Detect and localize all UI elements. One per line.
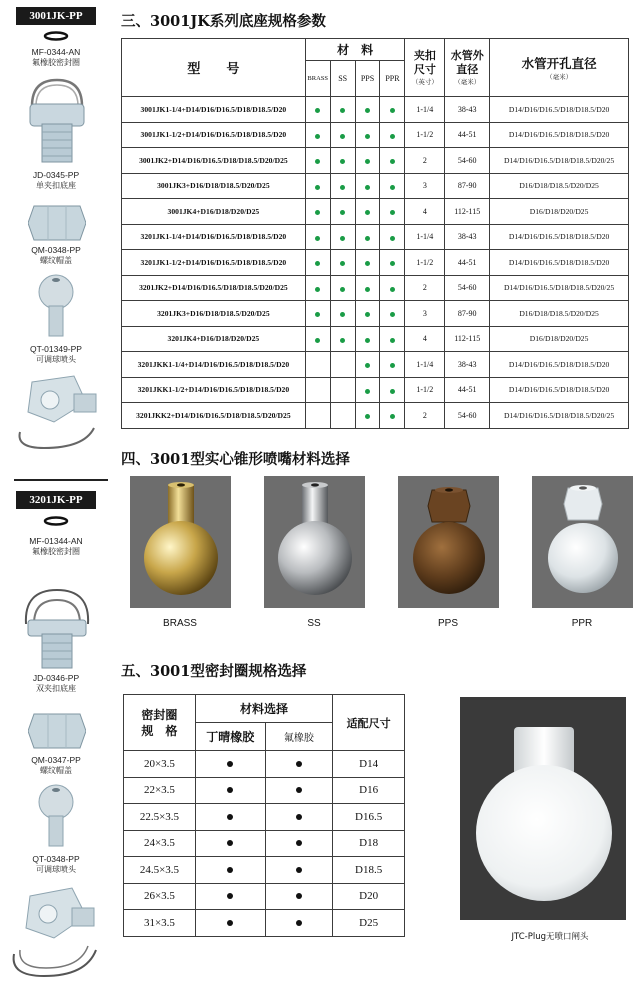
cell-clamp-size: 4 bbox=[405, 326, 445, 352]
available-dot-icon bbox=[365, 287, 370, 292]
available-dot-icon bbox=[365, 363, 370, 368]
cell-clamp-size: 2 bbox=[405, 148, 445, 174]
available-dot-icon bbox=[296, 761, 302, 767]
part-code: QM-0347-PP bbox=[31, 755, 81, 765]
cell-pipe-od: 44-51 bbox=[445, 377, 490, 403]
cell-model: 3201JK2+D14/D16/D16.5/D18/D18.5/D20/D25 bbox=[122, 275, 306, 301]
available-dot-icon bbox=[315, 108, 320, 113]
table-row bbox=[122, 275, 629, 301]
table-row bbox=[124, 910, 405, 937]
available-dot-icon bbox=[365, 414, 370, 419]
cell-material bbox=[355, 148, 380, 174]
cell-material bbox=[355, 301, 380, 327]
table-row bbox=[122, 224, 629, 250]
cell-clamp-size: 1-1/2 bbox=[405, 377, 445, 403]
cell-fkm bbox=[265, 751, 333, 778]
part-desc: 可调球喷头 bbox=[36, 865, 76, 874]
available-dot-icon bbox=[227, 787, 233, 793]
header-material-choice: 材料选择 bbox=[195, 695, 332, 723]
part-code: JD-0346-PP bbox=[32, 673, 80, 683]
available-dot-icon bbox=[296, 787, 302, 793]
cell-material bbox=[305, 275, 330, 301]
cell-material bbox=[380, 301, 405, 327]
cell-material bbox=[380, 352, 405, 378]
cell-model: 3201JKK2+D14/D16/D16.5/D18/D18.5/D20/D25 bbox=[122, 403, 306, 429]
available-dot-icon bbox=[227, 867, 233, 873]
available-dot-icon bbox=[296, 920, 302, 926]
table-row bbox=[122, 173, 629, 199]
cell-pipe-od: 112-115 bbox=[445, 326, 490, 352]
cell-model: 3201JK1-1/2+D14/D16/D16.5/D18/D18.5/D20 bbox=[122, 250, 306, 276]
cell-hole-dia: D16/D18/D18.5/D20/D25 bbox=[490, 173, 629, 199]
cell-clamp-size: 1-1/4 bbox=[405, 97, 445, 123]
part-code: MF-01344-AN bbox=[29, 536, 83, 546]
cell-model: 3001JK3+D16/D18/D18.5/D20/D25 bbox=[122, 173, 306, 199]
table-row bbox=[124, 751, 405, 778]
cell-pipe-od: 38-43 bbox=[445, 224, 490, 250]
cell-material bbox=[330, 199, 355, 225]
available-dot-icon bbox=[365, 312, 370, 317]
available-dot-icon bbox=[390, 338, 395, 343]
available-dot-icon bbox=[227, 893, 233, 899]
base-spec-table bbox=[121, 38, 629, 429]
part-code: QM-0348-PP bbox=[31, 245, 81, 255]
jtc-plug-photo bbox=[460, 697, 626, 920]
cell-material bbox=[355, 326, 380, 352]
cell-material bbox=[330, 326, 355, 352]
cell-material bbox=[330, 250, 355, 276]
cell-material bbox=[305, 352, 330, 378]
cell-seal-spec: 20×3.5 bbox=[124, 751, 196, 778]
cell-material bbox=[330, 403, 355, 429]
cell-material bbox=[380, 326, 405, 352]
cell-fit-size: D18.5 bbox=[333, 857, 405, 884]
header-nbr: 丁晴橡胶 bbox=[195, 723, 265, 751]
cell-material bbox=[380, 173, 405, 199]
header-hole-dia: 水管开孔直径 （毫米） bbox=[490, 39, 629, 97]
available-dot-icon bbox=[340, 134, 345, 139]
material-label-ss: SS bbox=[307, 618, 321, 629]
table-row bbox=[122, 352, 629, 378]
cell-pipe-od: 38-43 bbox=[445, 352, 490, 378]
cell-fit-size: D18 bbox=[333, 830, 405, 857]
ball-nozzle-icon bbox=[34, 782, 78, 850]
plug-caption: JTC-Plug无喷口闸头 bbox=[511, 932, 589, 942]
cell-seal-spec: 26×3.5 bbox=[124, 883, 196, 910]
table-row bbox=[124, 777, 405, 804]
assembly-icon bbox=[10, 884, 102, 980]
cell-seal-spec: 24×3.5 bbox=[124, 830, 196, 857]
cell-material bbox=[305, 224, 330, 250]
cell-nbr bbox=[195, 910, 265, 937]
threaded-cap-icon bbox=[28, 712, 86, 750]
available-dot-icon bbox=[315, 236, 320, 241]
available-dot-icon bbox=[315, 312, 320, 317]
cell-fit-size: D16 bbox=[333, 777, 405, 804]
available-dot-icon bbox=[296, 867, 302, 873]
ppr-nozzle-photo bbox=[532, 476, 633, 608]
available-dot-icon bbox=[390, 159, 395, 164]
cell-fit-size: D25 bbox=[333, 910, 405, 937]
cell-nbr bbox=[195, 883, 265, 910]
cell-model: 3201JK4+D16/D18/D20/D25 bbox=[122, 326, 306, 352]
cell-hole-dia: D16/D18/D20/D25 bbox=[490, 199, 629, 225]
cell-hole-dia: D14/D16/D16.5/D18/D18.5/D20 bbox=[490, 224, 629, 250]
cell-material bbox=[330, 148, 355, 174]
cell-pipe-od: 87-90 bbox=[445, 173, 490, 199]
cell-material bbox=[380, 377, 405, 403]
cell-clamp-size: 4 bbox=[405, 199, 445, 225]
available-dot-icon bbox=[315, 287, 320, 292]
sidebar-divider bbox=[14, 479, 108, 481]
ss-nozzle-photo bbox=[264, 476, 365, 608]
cell-pipe-od: 38-43 bbox=[445, 97, 490, 123]
table-row bbox=[122, 377, 629, 403]
cell-hole-dia: D14/D16/D16.5/D18/D18.5/D20 bbox=[490, 97, 629, 123]
part-desc: 可调球喷头 bbox=[36, 355, 76, 364]
header-clamp-size: 夹扣尺寸 （英寸） bbox=[405, 39, 445, 97]
cell-material bbox=[355, 224, 380, 250]
cell-material bbox=[355, 122, 380, 148]
cell-hole-dia: D14/D16/D16.5/D18/D18.5/D20 bbox=[490, 122, 629, 148]
available-dot-icon bbox=[340, 210, 345, 215]
cell-nbr bbox=[195, 857, 265, 884]
cell-material bbox=[305, 199, 330, 225]
brass-nozzle-photo bbox=[130, 476, 231, 608]
cell-material bbox=[305, 122, 330, 148]
cell-model: 3201JK3+D16/D18/D18.5/D20/D25 bbox=[122, 301, 306, 327]
table-row bbox=[122, 199, 629, 225]
cell-material bbox=[355, 97, 380, 123]
cell-material bbox=[355, 199, 380, 225]
cell-material bbox=[330, 97, 355, 123]
cell-clamp-size: 2 bbox=[405, 403, 445, 429]
cell-material bbox=[305, 173, 330, 199]
available-dot-icon bbox=[365, 338, 370, 343]
header-fit-size: 适配尺寸 bbox=[333, 695, 405, 751]
table-row bbox=[124, 857, 405, 884]
part-desc: 单夹扣底座 bbox=[36, 181, 76, 190]
material-label-ppr: PPR bbox=[571, 618, 593, 629]
table-row bbox=[122, 250, 629, 276]
cell-material bbox=[380, 275, 405, 301]
cell-pipe-od: 54-60 bbox=[445, 403, 490, 429]
cell-seal-spec: 22.5×3.5 bbox=[124, 804, 196, 831]
available-dot-icon bbox=[315, 338, 320, 343]
part-desc: 螺纹帽盖 bbox=[40, 256, 72, 265]
cell-hole-dia: D16/D18/D18.5/D20/D25 bbox=[490, 301, 629, 327]
cell-pipe-od: 112-115 bbox=[445, 199, 490, 225]
available-dot-icon bbox=[296, 814, 302, 820]
available-dot-icon bbox=[227, 814, 233, 820]
double-clamp-saddle-icon bbox=[18, 588, 96, 672]
o-ring-icon bbox=[43, 31, 69, 41]
available-dot-icon bbox=[390, 363, 395, 368]
available-dot-icon bbox=[315, 159, 320, 164]
cell-nbr bbox=[195, 777, 265, 804]
table-row bbox=[124, 830, 405, 857]
available-dot-icon bbox=[340, 261, 345, 266]
cell-pipe-od: 54-60 bbox=[445, 275, 490, 301]
part-code: QT-0348-PP bbox=[32, 854, 80, 864]
part-code: MF-0344-AN bbox=[31, 47, 81, 57]
available-dot-icon bbox=[340, 185, 345, 190]
cell-fkm bbox=[265, 883, 333, 910]
cell-material bbox=[380, 224, 405, 250]
cell-hole-dia: D16/D18/D20/D25 bbox=[490, 326, 629, 352]
available-dot-icon bbox=[315, 185, 320, 190]
header-brass: BRASS bbox=[305, 61, 330, 97]
part-code: JD-0345-PP bbox=[32, 170, 80, 180]
cell-material bbox=[330, 224, 355, 250]
available-dot-icon bbox=[296, 840, 302, 846]
available-dot-icon bbox=[340, 338, 345, 343]
cell-material bbox=[330, 301, 355, 327]
cell-material bbox=[355, 275, 380, 301]
cell-pipe-od: 87-90 bbox=[445, 301, 490, 327]
available-dot-icon bbox=[227, 920, 233, 926]
cell-material bbox=[380, 97, 405, 123]
pps-nozzle-photo bbox=[398, 476, 499, 608]
table-row bbox=[122, 403, 629, 429]
header-pps: PPS bbox=[355, 61, 380, 97]
header-pipe-od: 水管外直径 （毫米） bbox=[445, 39, 490, 97]
available-dot-icon bbox=[227, 840, 233, 846]
section4-title: 四、3001型实心锥形喷嘴材料选择 bbox=[121, 451, 350, 468]
cell-fit-size: D16.5 bbox=[333, 804, 405, 831]
cell-material bbox=[355, 403, 380, 429]
cell-material bbox=[380, 199, 405, 225]
available-dot-icon bbox=[365, 261, 370, 266]
assembly-icon bbox=[14, 372, 102, 452]
cell-fit-size: D14 bbox=[333, 751, 405, 778]
header-material: 材 料 bbox=[305, 39, 405, 61]
cell-hole-dia: D14/D16/D16.5/D18/D18.5/D20/25 bbox=[490, 148, 629, 174]
part-desc: 双夹扣底座 bbox=[36, 684, 76, 693]
cell-material bbox=[305, 250, 330, 276]
cell-hole-dia: D14/D16/D16.5/D18/D18.5/D20 bbox=[490, 377, 629, 403]
available-dot-icon bbox=[340, 287, 345, 292]
cell-hole-dia: D14/D16/D16.5/D18/D18.5/D20 bbox=[490, 352, 629, 378]
part-desc: 氟橡胶密封圈 bbox=[32, 547, 80, 556]
header-seal-spec: 密封圈规 格 bbox=[124, 695, 196, 751]
cell-pipe-od: 54-60 bbox=[445, 148, 490, 174]
cell-material bbox=[355, 377, 380, 403]
cell-pipe-od: 44-51 bbox=[445, 250, 490, 276]
available-dot-icon bbox=[365, 108, 370, 113]
cell-material bbox=[330, 352, 355, 378]
available-dot-icon bbox=[340, 108, 345, 113]
available-dot-icon bbox=[365, 236, 370, 241]
single-clamp-saddle-icon bbox=[22, 76, 92, 168]
cell-material bbox=[305, 301, 330, 327]
available-dot-icon bbox=[390, 389, 395, 394]
cell-hole-dia: D14/D16/D16.5/D18/D18.5/D20/25 bbox=[490, 275, 629, 301]
section5-title: 五、3001型密封圈规格选择 bbox=[121, 663, 307, 680]
threaded-cap-icon bbox=[28, 204, 86, 242]
available-dot-icon bbox=[390, 414, 395, 419]
cell-material bbox=[380, 148, 405, 174]
cell-material bbox=[355, 173, 380, 199]
available-dot-icon bbox=[315, 261, 320, 266]
cell-material bbox=[305, 148, 330, 174]
cell-nbr bbox=[195, 804, 265, 831]
available-dot-icon bbox=[296, 893, 302, 899]
cell-model: 3001JK4+D16/D18/D20/D25 bbox=[122, 199, 306, 225]
cell-model: 3001JK1-1/4+D14/D16/D16.5/D18/D18.5/D20 bbox=[122, 97, 306, 123]
available-dot-icon bbox=[340, 159, 345, 164]
cell-nbr bbox=[195, 830, 265, 857]
available-dot-icon bbox=[315, 134, 320, 139]
table-row bbox=[122, 122, 629, 148]
available-dot-icon bbox=[390, 108, 395, 113]
cell-material bbox=[305, 403, 330, 429]
available-dot-icon bbox=[315, 210, 320, 215]
cell-material bbox=[330, 275, 355, 301]
header-ss: SS bbox=[330, 61, 355, 97]
cell-fkm bbox=[265, 777, 333, 804]
header-model: 型 号 bbox=[122, 39, 306, 97]
cell-seal-spec: 24.5×3.5 bbox=[124, 857, 196, 884]
table-row bbox=[122, 326, 629, 352]
cell-model: 3201JK1-1/4+D14/D16/D16.5/D18/D18.5/D20 bbox=[122, 224, 306, 250]
cell-model: 3201JKK1-1/2+D14/D16/D16.5/D18/D18.5/D20 bbox=[122, 377, 306, 403]
table-row bbox=[122, 148, 629, 174]
cell-clamp-size: 1-1/2 bbox=[405, 122, 445, 148]
section3-title: 三、3001JK系列底座规格参数 bbox=[121, 13, 326, 30]
part-code: QT-01349-PP bbox=[30, 344, 82, 354]
cell-material bbox=[330, 173, 355, 199]
cell-hole-dia: D14/D16/D16.5/D18/D18.5/D20 bbox=[490, 250, 629, 276]
table-row bbox=[124, 883, 405, 910]
series-tag-3201jk: 3201JK-PP bbox=[16, 491, 96, 509]
cell-clamp-size: 1-1/2 bbox=[405, 250, 445, 276]
cell-material bbox=[355, 352, 380, 378]
header-fkm: 氟橡胶 bbox=[265, 723, 333, 751]
available-dot-icon bbox=[390, 210, 395, 215]
cell-material bbox=[380, 250, 405, 276]
material-label-pps: PPS bbox=[437, 618, 458, 629]
cell-material bbox=[380, 403, 405, 429]
ball-nozzle-icon bbox=[34, 272, 78, 340]
header-ppr: PPR bbox=[380, 61, 405, 97]
seal-spec-table bbox=[123, 694, 405, 937]
available-dot-icon bbox=[365, 159, 370, 164]
available-dot-icon bbox=[365, 134, 370, 139]
cell-clamp-size: 2 bbox=[405, 275, 445, 301]
cell-hole-dia: D14/D16/D16.5/D18/D18.5/D20/25 bbox=[490, 403, 629, 429]
cell-fkm bbox=[265, 804, 333, 831]
available-dot-icon bbox=[390, 185, 395, 190]
table-row bbox=[124, 804, 405, 831]
available-dot-icon bbox=[390, 236, 395, 241]
cell-material bbox=[330, 377, 355, 403]
cell-clamp-size: 1-1/4 bbox=[405, 352, 445, 378]
material-label-brass: BRASS bbox=[163, 618, 197, 629]
cell-material bbox=[380, 122, 405, 148]
cell-seal-spec: 31×3.5 bbox=[124, 910, 196, 937]
part-desc: 氟橡胶密封圈 bbox=[32, 58, 80, 67]
cell-pipe-od: 44-51 bbox=[445, 122, 490, 148]
cell-clamp-size: 1-1/4 bbox=[405, 224, 445, 250]
available-dot-icon bbox=[365, 389, 370, 394]
cell-model: 3001JK2+D14/D16/D16.5/D18/D18.5/D20/D25 bbox=[122, 148, 306, 174]
available-dot-icon bbox=[340, 312, 345, 317]
cell-model: 3001JK1-1/2+D14/D16/D16.5/D18/D18.5/D20 bbox=[122, 122, 306, 148]
cell-clamp-size: 3 bbox=[405, 301, 445, 327]
cell-fkm bbox=[265, 857, 333, 884]
available-dot-icon bbox=[365, 185, 370, 190]
cell-fkm bbox=[265, 910, 333, 937]
available-dot-icon bbox=[227, 761, 233, 767]
cell-model: 3201JKK1-1/4+D14/D16/D16.5/D18/D18.5/D20 bbox=[122, 352, 306, 378]
series-tag-3001jk: 3001JK-PP bbox=[16, 7, 96, 25]
cell-clamp-size: 3 bbox=[405, 173, 445, 199]
cell-fkm bbox=[265, 830, 333, 857]
cell-fit-size: D20 bbox=[333, 883, 405, 910]
part-desc: 螺纹帽盖 bbox=[40, 766, 72, 775]
cell-material bbox=[330, 122, 355, 148]
available-dot-icon bbox=[390, 261, 395, 266]
cell-material bbox=[305, 97, 330, 123]
table-row bbox=[122, 301, 629, 327]
available-dot-icon bbox=[390, 287, 395, 292]
cell-nbr bbox=[195, 751, 265, 778]
table-row bbox=[122, 97, 629, 123]
cell-material bbox=[305, 377, 330, 403]
cell-material bbox=[305, 326, 330, 352]
cell-material bbox=[355, 250, 380, 276]
o-ring-icon bbox=[43, 516, 69, 526]
available-dot-icon bbox=[365, 210, 370, 215]
available-dot-icon bbox=[390, 312, 395, 317]
cell-seal-spec: 22×3.5 bbox=[124, 777, 196, 804]
available-dot-icon bbox=[340, 236, 345, 241]
available-dot-icon bbox=[390, 134, 395, 139]
